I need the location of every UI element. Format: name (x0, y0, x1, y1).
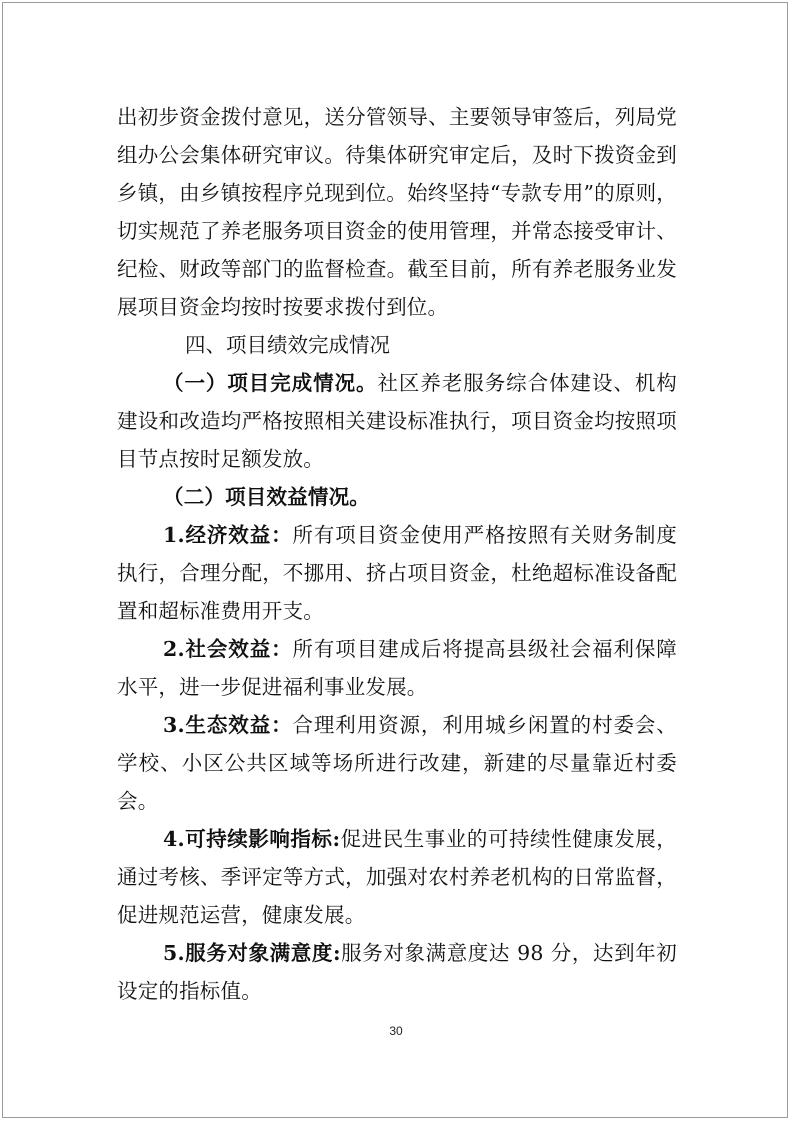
subheading-project-benefits: （二）项目效益情况。 (163, 485, 370, 509)
section-heading-performance: 四、项目绩效完成情况 (185, 333, 390, 357)
page-number: 30 (389, 1024, 403, 1038)
economic-benefit-text: 所有项目资金使用严格按照有关财务制度执行，合理分配，不挪用、挤占项目资金，杜绝超标准设备配置和超标准费用开支。 (117, 523, 677, 623)
paragraph-project-benefits (117, 478, 677, 516)
paragraph-satisfaction (117, 934, 677, 1010)
document-body (117, 98, 677, 1010)
satisfaction-text: 服务对象满意度达 98 分，达到年初设定的指标值。 (117, 941, 678, 1003)
label-economic-benefit: 1.经济效益： (163, 523, 293, 547)
sustainability-text: 促进民生事业的可持续性健康发展，通过考核、季评定等方式，加强对农村养老机构的日常监督，促进规范运营，健康发展。 (117, 827, 678, 927)
label-social-benefit: 2.社会效益： (163, 637, 293, 661)
subheading-project-completion: （一）项目完成情况。 (163, 371, 378, 395)
paragraph-sustainability (117, 820, 677, 934)
label-satisfaction: 5.服务对象满意度: (163, 941, 341, 965)
label-sustainability: 4.可持续影响指标: (163, 827, 341, 851)
label-ecological-benefit: 3.生态效益： (163, 713, 293, 737)
paragraph-fund-allocation: 出初步资金拨付意见，送分管领导、主要领导审签后，列局党组办公会集体研究审议。待集体研究审定后，及时下拨资金到乡镇，由乡镇按程序兑现到位。始终坚持“专款专用”的原则，切实规范了养老服务项目资金的使用管理，并常态接受审计、纪检、财政等部门的监督检查。截至目前，所有养老服务业发展项目资金均按时按要求拨付到位。 (117, 105, 677, 319)
project-completion-text: 社区养老服务综合体建设、机构建设和改造均严格按照相关建设标准执行，项目资金均按照项目节点按时足额发放。 (117, 371, 677, 471)
ecological-benefit-text: 合理利用资源，利用城乡闲置的村委会、学校、小区公共区域等场所进行改建，新建的尽量靠近村委会。 (117, 713, 677, 813)
paragraph-economic-benefit (117, 516, 677, 630)
paragraph-social-benefit (117, 630, 677, 706)
social-benefit-text: 所有项目建成后将提高县级社会福利保障水平，进一步促进福利事业发展。 (117, 637, 677, 699)
paragraph-ecological-benefit (117, 706, 677, 820)
paragraph-project-completion (117, 364, 677, 478)
